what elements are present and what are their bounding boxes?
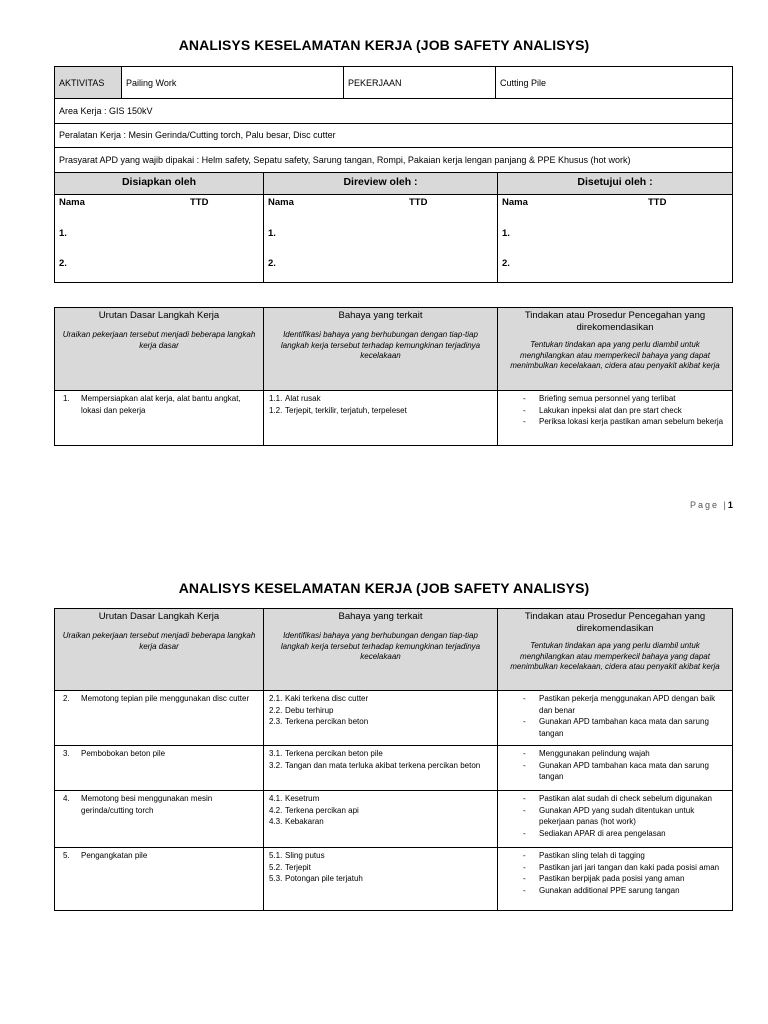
- prepared-by-signature-box: [55, 195, 264, 283]
- signer-2: 2.: [59, 258, 67, 269]
- jsa-header-hazards: Bahaya yang terkait Identifikasi bahaya yang berhubungan dengan tiap-tiap langkah kerja tersebut terhadap kemungkinan terjadinya kecelakaan: [264, 308, 498, 391]
- table-row: [55, 791, 733, 848]
- signer-1: 1.: [59, 228, 67, 239]
- jsa-header-hazards: Bahaya yang terkait Identifikasi bahaya yang berhubungan dengan tiap-tiap langkah kerja tersebut terhadap kemungkinan terjadinya kecelakaan: [264, 609, 498, 691]
- step-cell: 2. Memotong tepian pile menggunakan disc cutter: [55, 691, 264, 746]
- action-cell: - Briefing semua personnel yang terlibat - Lakukan inpeksi alat dan pre start check - Periksa lokasi kerja pastikan aman sebelum bekerja: [498, 391, 733, 446]
- peralatan-kerja: Peralatan Kerja : Mesin Gerinda/Cutting torch, Palu besar, Disc cutter: [55, 124, 733, 148]
- jsa-header-actions: Tindakan atau Prosedur Pencegahan yang direkomendasikan Tentukan tindakan apa yang perlu diambil untuk menghilangkan atau memperkecil bahaya yang dapat menimbulkan kecelakaan, cidera atau penyakit akibat kerja: [498, 308, 733, 391]
- pekerjaan-value: Cutting Pile: [496, 67, 733, 99]
- hazard-cell: 3.1. Terkena percikan beton pile 3.2. Tangan dan mata terluka akibat terkena percikan beton: [264, 746, 498, 791]
- step-cell: 4. Memotong besi menggunakan mesin gerinda/cutting torch: [55, 791, 264, 848]
- prasyarat-apd: Prasyarat APD yang wajib dipakai : Helm safety, Sepatu safety, Sarung tangan, Rompi, Pakaian kerja lengan panjang & PPE Khusus (hot work): [55, 148, 733, 173]
- ttd-label: TTD: [190, 197, 209, 208]
- pekerjaan-label: PEKERJAAN: [344, 67, 496, 99]
- signer-2: 2.: [502, 258, 510, 269]
- reviewed-by-caption: Direview oleh :: [264, 173, 498, 195]
- jsa-header-steps: Urutan Dasar Langkah Kerja Uraikan pekerjaan tersebut menjadi beberapa langkah kerja dasar: [55, 609, 264, 691]
- table-row: [55, 746, 733, 791]
- nama-label: Nama: [268, 197, 294, 208]
- hazard-cell: 2.1. Kaki terkena disc cutter 2.2. Debu terhirup 2.3. Terkena percikan beton: [264, 691, 498, 746]
- hazard-cell: 4.1. Kesetrum 4.2. Terkena percikan api 4.3. Kebakaran: [264, 791, 498, 848]
- approved-by-caption: Disetujui oleh :: [498, 173, 733, 195]
- prepared-by-caption: Disiapkan oleh: [55, 173, 264, 195]
- aktivitas-label: AKTIVITAS: [55, 67, 122, 99]
- table-row: [55, 391, 733, 446]
- action-cell: - Menggunakan pelindung wajah - Gunakan APD tambahan kaca mata dan sarung tangan: [498, 746, 733, 791]
- action-cell: - Pastikan alat sudah di check sebelum digunakan - Gunakan APD yang sudah ditentukan untuk pekerjaan panas (hot work) - Sediakan APAR di area pengelasan: [498, 791, 733, 848]
- step-cell: 1. Mempersiapkan alat kerja, alat bantu angkat, lokasi dan pekerja: [55, 391, 264, 446]
- area-kerja: Area Kerja : GIS 150kV: [55, 99, 733, 124]
- nama-label: Nama: [59, 197, 85, 208]
- jsa-header-steps: Urutan Dasar Langkah Kerja Uraikan pekerjaan tersebut menjadi beberapa langkah kerja dasar: [55, 308, 264, 391]
- table-row: [55, 691, 733, 746]
- hazard-cell: 5.1. Sling putus 5.2. Terjepit 5.3. Potongan pile terjatuh: [264, 848, 498, 911]
- page-number: Page |1: [690, 500, 733, 510]
- ttd-label: TTD: [648, 197, 667, 208]
- page-title: ANALISYS KESELAMATAN KERJA (JOB SAFETY ANALISYS): [178, 37, 590, 53]
- signer-1: 1.: [268, 228, 276, 239]
- aktivitas-value: Pailing Work: [122, 67, 344, 99]
- reviewed-by-signature-box: [264, 195, 498, 283]
- jsa-table-page-2: [54, 608, 733, 911]
- signer-2: 2.: [268, 258, 276, 269]
- step-cell: 5. Pengangkatan pile: [55, 848, 264, 911]
- signature-table: [54, 172, 733, 283]
- action-cell: - Pastikan pekerja menggunakan APD dengan baik dan benar - Gunakan APD tambahan kaca mata dan sarung tangan: [498, 691, 733, 746]
- job-info-table: [54, 66, 733, 173]
- jsa-table-page-1: [54, 307, 733, 446]
- approved-by-signature-box: [498, 195, 733, 283]
- jsa-header-actions: Tindakan atau Prosedur Pencegahan yang direkomendasikan Tentukan tindakan apa yang perlu diambil untuk menghilangkan atau memperkecil bahaya yang dapat menimbulkan kecelakaan, cidera atau penyakit akibat kerja: [498, 609, 733, 691]
- table-row: [55, 848, 733, 911]
- nama-label: Nama: [502, 197, 528, 208]
- hazard-cell: 1.1. Alat rusak 1.2. Terjepit, terkilir, terjatuh, terpeleset: [264, 391, 498, 446]
- page-title-2: ANALISYS KESELAMATAN KERJA (JOB SAFETY ANALISYS): [178, 580, 590, 596]
- action-cell: - Pastikan sling telah di tagging - Pastikan jari jari tangan dan kaki pada posisi aman - Pastikan berpijak pada posisi yang aman - Gunakan additional PPE sarung tangan: [498, 848, 733, 911]
- step-cell: 3. Pembobokan beton pile: [55, 746, 264, 791]
- ttd-label: TTD: [409, 197, 428, 208]
- signer-1: 1.: [502, 228, 510, 239]
